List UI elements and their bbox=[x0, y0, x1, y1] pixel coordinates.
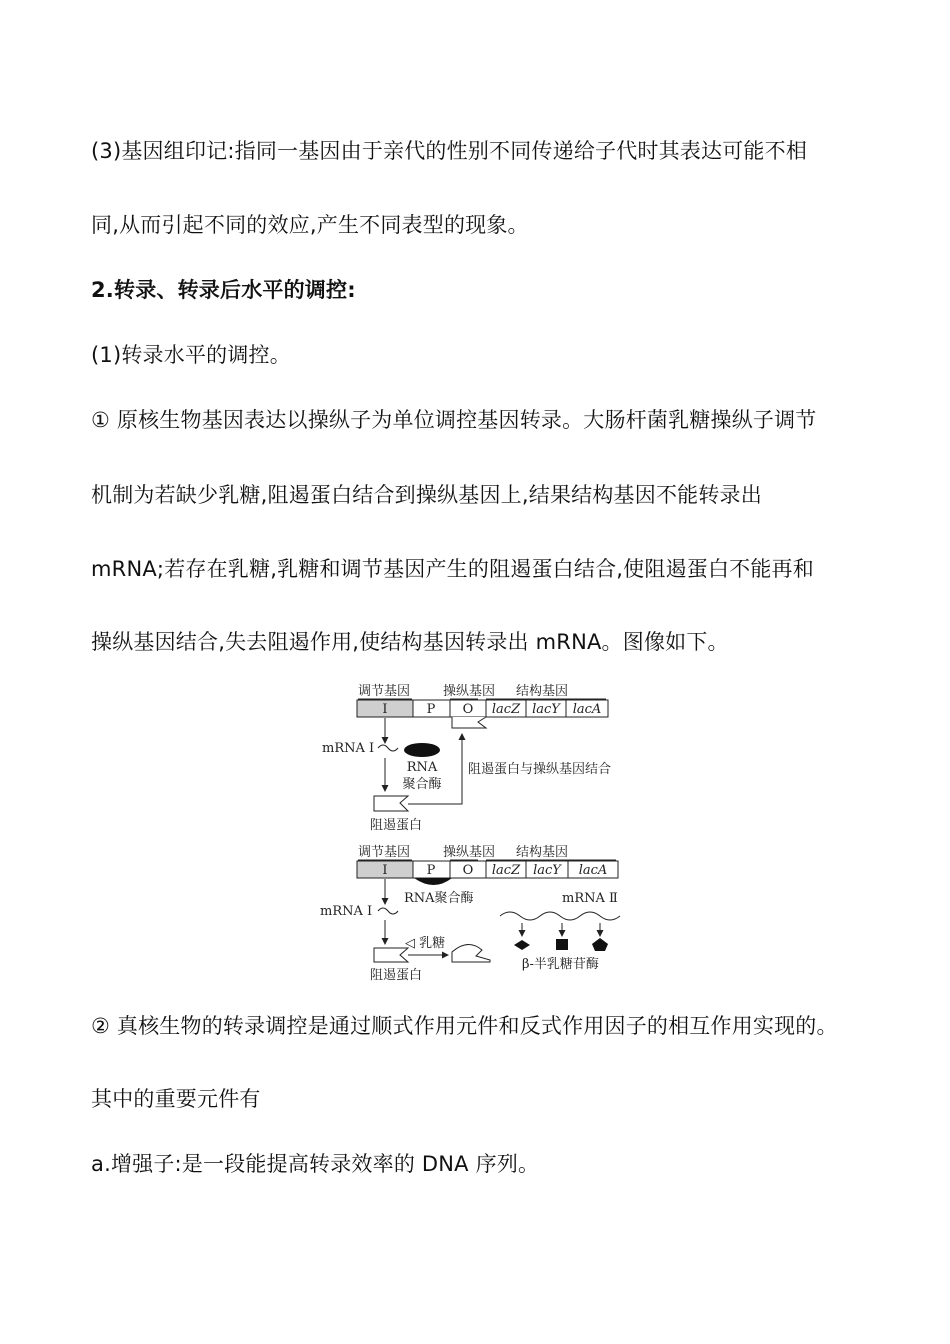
section-heading: 2.转录、转录后水平的调控: bbox=[91, 278, 356, 302]
repressor-shape bbox=[374, 796, 408, 811]
segment-lacY: lacY bbox=[532, 702, 560, 717]
label-lactose: ◁ 乳糖 bbox=[405, 936, 446, 951]
label-binding-note: 阻遏蛋白与操纵基因结合 bbox=[468, 762, 612, 777]
segment-lacY-2: lacY bbox=[533, 863, 561, 878]
rna-polymerase-bound-shape bbox=[414, 878, 452, 885]
label-rna-pol-bottom: RNA聚合酶 bbox=[404, 891, 474, 906]
bound-repressor-shape bbox=[452, 717, 486, 728]
label-mrna-2: mRNA Ⅱ bbox=[562, 891, 618, 906]
segment-O: O bbox=[462, 702, 474, 717]
label-rna-pol-1: RNA bbox=[406, 760, 438, 775]
diagram-panel-repressed bbox=[322, 683, 611, 833]
label-structural-gene-2: 结构基因 bbox=[516, 845, 569, 860]
paragraph-enhancer: a.增强子:是一段能提高转录效率的 DNA 序列。 bbox=[91, 1152, 540, 1176]
paragraph-prokaryote-line1: ① 原核生物基因表达以操纵子为单位调控基因转录。大肠杆菌乳糖操纵子调节 bbox=[91, 408, 817, 432]
paragraph-prokaryote-line2: 机制为若缺少乳糖,阻遏蛋白结合到操纵基因上,结果结构基因不能转录出 bbox=[91, 483, 762, 507]
label-mrna-1: mRNA Ⅰ bbox=[322, 741, 375, 756]
repressor-lactose-complex-shape bbox=[452, 944, 490, 962]
label-enzyme: β-半乳糖苷酶 bbox=[522, 957, 599, 972]
label-regulator-gene-2: 调节基因 bbox=[358, 845, 411, 860]
lac-operon-diagram bbox=[300, 676, 640, 992]
paragraph-genomic-imprinting-line1: (3)基因组印记:指同一基因由于亲代的性别不同传递给子代时其表达可能不相 bbox=[91, 139, 808, 163]
label-repressor-2: 阻遏蛋白 bbox=[370, 968, 423, 983]
label-operator-gene: 操纵基因 bbox=[443, 684, 496, 699]
paragraph-prokaryote-line3: mRNA;若存在乳糖,乳糖和调节基因产生的阻遏蛋白结合,使阻遏蛋白不能再和 bbox=[91, 557, 814, 581]
label-operator-gene-2: 操纵基因 bbox=[443, 845, 496, 860]
label-mrna-1-bottom: mRNA Ⅰ bbox=[320, 904, 373, 919]
paragraph-eukaryote-line2: 其中的重要元件有 bbox=[91, 1087, 261, 1111]
label-regulator-gene: 调节基因 bbox=[358, 684, 411, 699]
segment-P-2: P bbox=[426, 863, 436, 878]
rna-polymerase-shape bbox=[404, 743, 440, 757]
segment-P: P bbox=[426, 702, 436, 717]
subsection-heading: (1)转录水平的调控。 bbox=[91, 343, 291, 367]
segment-I-2: Ⅰ bbox=[382, 863, 388, 878]
repressor-shape-2 bbox=[374, 948, 408, 962]
paragraph-prokaryote-line4: 操纵基因结合,失去阻遏作用,使结构基因转录出 mRNA。图像如下。 bbox=[91, 630, 729, 654]
label-structural-gene: 结构基因 bbox=[516, 684, 569, 699]
segment-lacA: lacA bbox=[572, 702, 602, 717]
enzyme-square-shape bbox=[556, 939, 568, 950]
paragraph-eukaryote-line1: ② 真核生物的转录调控是通过顺式作用元件和反式作用因子的相互作用实现的。 bbox=[91, 1014, 838, 1038]
paragraph-genomic-imprinting-line2: 同,从而引起不同的效应,产生不同表型的现象。 bbox=[91, 213, 529, 237]
diagram-panel-induced bbox=[320, 844, 620, 983]
segment-O-2: O bbox=[462, 863, 474, 878]
enzyme-diamond-shape bbox=[514, 940, 530, 950]
label-repressor: 阻遏蛋白 bbox=[370, 818, 423, 833]
label-rna-pol-2: 聚合酶 bbox=[402, 777, 442, 792]
enzyme-pentagon-shape bbox=[592, 938, 608, 951]
segment-lacZ: lacZ bbox=[491, 702, 521, 717]
segment-lacA-2: lacA bbox=[578, 863, 608, 878]
segment-I: Ⅰ bbox=[382, 702, 388, 717]
segment-lacZ-2: lacZ bbox=[491, 863, 521, 878]
